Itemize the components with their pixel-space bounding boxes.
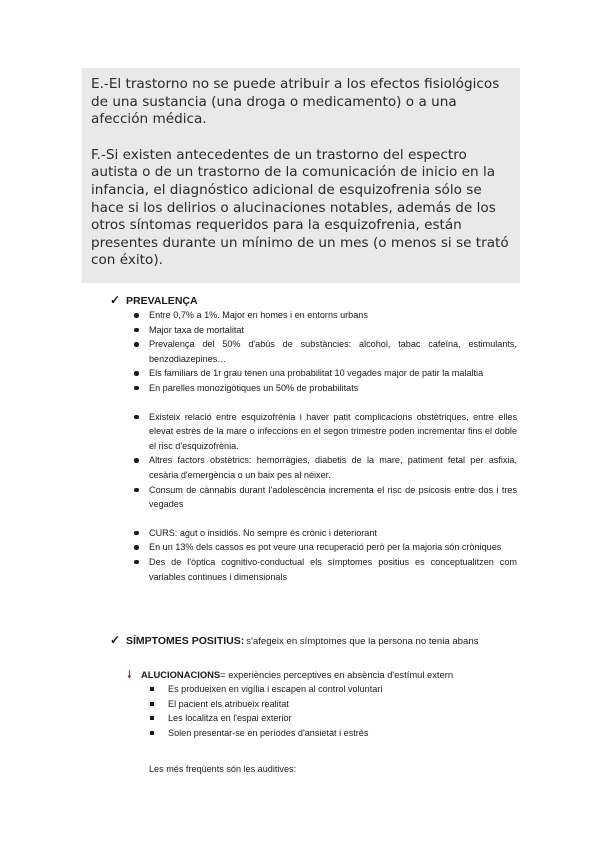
checkmark-icon: ✓ — [110, 633, 121, 647]
bullet-icon — [134, 342, 139, 347]
list-item: Els familiars de 1r grau tenen una probabilitat 10 vegades major de patir la malaltia — [129, 366, 517, 381]
bullet-icon — [134, 458, 139, 463]
closing-line: Les més freqüents són les auditives: — [149, 764, 297, 774]
list-item: Les localitza en l'espai exterior — [150, 711, 382, 726]
prevalenca-section — [110, 293, 517, 584]
prevalenca-list-3 — [129, 526, 517, 584]
list-item: En parelles monozigòtiques un 50% de probabilitats — [129, 381, 517, 396]
list-item: Consum de cànnabis durant l'adolescència incrementa el risc de psicosis entre dos i tres vegades — [129, 483, 517, 512]
alucionacions-list — [150, 682, 382, 740]
bullet-icon — [134, 328, 139, 333]
list-item: Des de l'òptica cognitivo-conductual els símptomes positius es conceptualitzen com variables continues i dimensionals — [129, 555, 517, 584]
bullet-icon — [134, 531, 139, 536]
alucionacions-heading: 🠗 ALUCIONACIONS = experiències perceptives en absència d'estímul extern — [127, 666, 453, 685]
list-item: Solen presentar-se en períodes d'ansietat i estrès — [150, 726, 382, 741]
criterion-f: F.-Si existen antecedentes de un trastorno del espectro autista o de un trastorno de la comunicación de inicio en la infancia, el diagnóstico adicional de esquizofrenia sólo se hace si los delirios o alucinaciones notables, además de los otros síntomas requeridos para la esquizofrenia, están presentes durante un mínimo de un mes (o menos si se trató con éxito). — [91, 146, 509, 269]
highlighted-quote — [82, 68, 520, 283]
list-item: CURS: agut o insidiós. No sempre és crònic i deteriorant — [129, 526, 517, 541]
square-bullet-icon — [150, 687, 154, 691]
bullet-icon — [134, 560, 139, 565]
list-item: Existeix relació entre esquizofrènia i haver patit complicacions obstètriques, entre elles elevat estrès de la mare o infeccions en el segon trimestre poden incrementar fins el doble el risc d'esquizofrènia. — [129, 410, 517, 454]
list-item: El pacient els atribueix realitat — [150, 697, 382, 712]
list-item: En un 13% dels cassos es pot veure una recuperació però per la majoria són cròniques — [129, 540, 517, 555]
bullet-icon — [134, 386, 139, 391]
list-item: Prevalença del 50% d'abús de substàncies: alcohol, tabac cafeïna, estimulants, benzodiazepines… — [129, 337, 517, 366]
list-item: Major taxa de mortalitat — [129, 323, 517, 338]
prevalenca-list-1 — [129, 308, 517, 396]
list-item: Es produeixen en vigília i escapen al control voluntari — [150, 682, 382, 697]
bullet-icon — [134, 415, 139, 420]
criterion-e: E.-El trastorno no se puede atribuir a los efectos fisiológicos de una sustancia (una droga o medicamento) o a una afección médica. — [91, 76, 500, 128]
bullet-icon — [134, 313, 139, 318]
list-item: Altres factors obstètrics: hemorràgies, diabetis de la mare, patiment fetal per asfixia, cesària d'emergència o un baix pes al néixer. — [129, 453, 517, 482]
simptomes-heading: ✓ SÍMPTOMES POSITIUS: s'afegeix en símptomes que la persona no tenia abans — [110, 633, 479, 647]
prevalenca-list-2 — [129, 410, 517, 512]
list-item: Entre 0,7% a 1%. Major en homes i en entorns urbans — [129, 308, 517, 323]
bullet-icon — [134, 545, 139, 550]
bullet-icon — [134, 488, 139, 493]
checkmark-icon: ✓ — [110, 293, 121, 307]
square-bullet-icon — [150, 731, 154, 735]
square-bullet-icon — [150, 702, 154, 706]
square-bullet-icon — [150, 716, 154, 720]
bullet-icon — [134, 371, 139, 376]
prevalenca-heading: ✓ PREVALENÇA — [110, 293, 198, 307]
arrow-down-icon: 🠗 — [127, 669, 132, 681]
